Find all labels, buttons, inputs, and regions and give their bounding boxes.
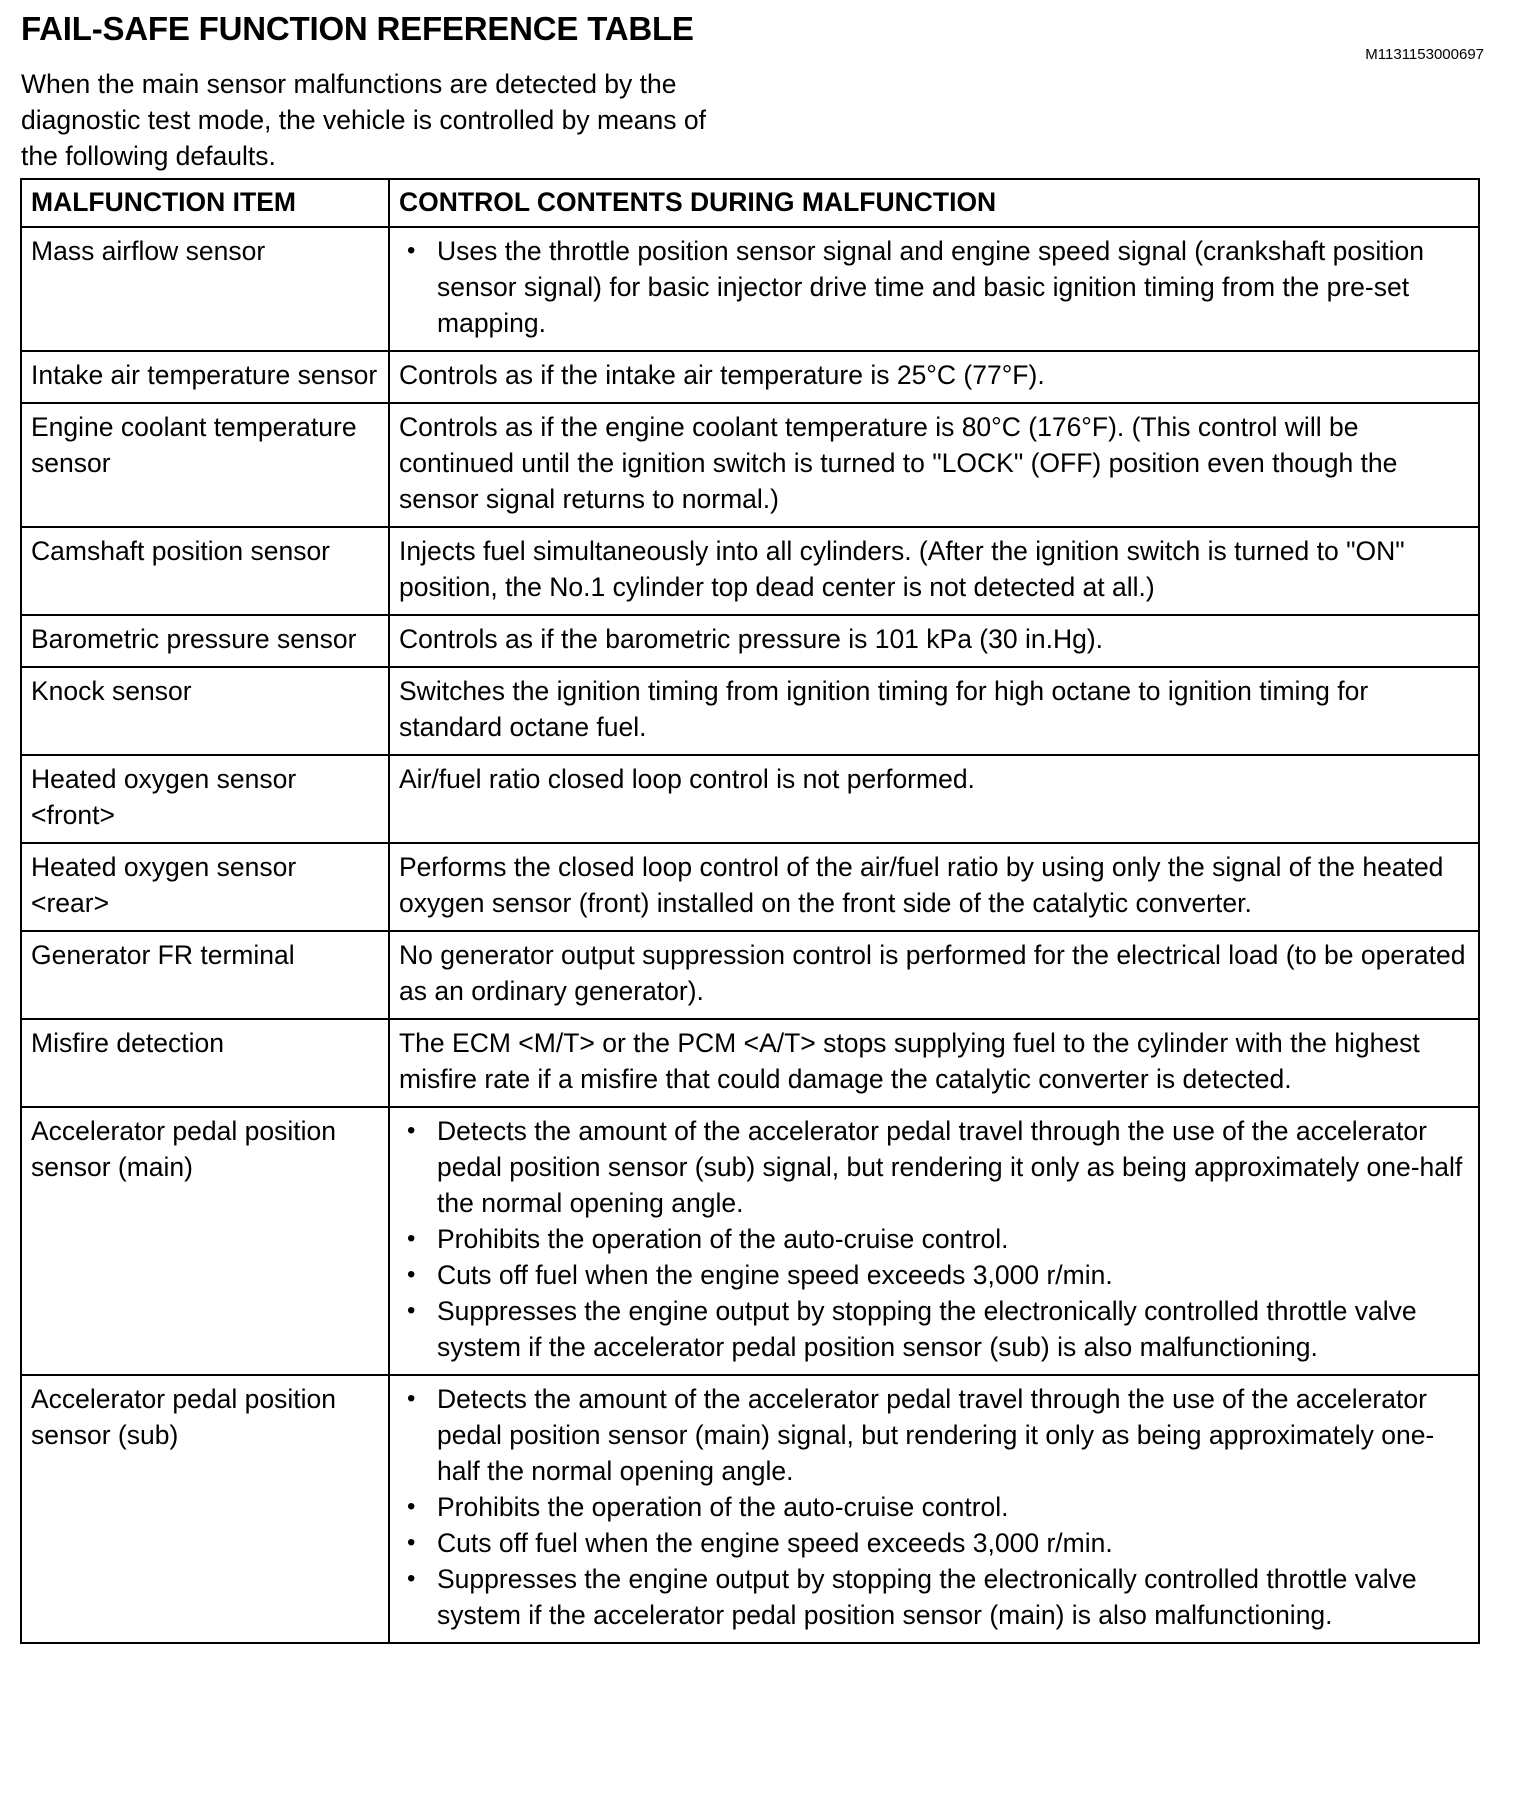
table-row xyxy=(21,1019,1479,1107)
page-title: FAIL-SAFE FUNCTION REFERENCE TABLE xyxy=(21,10,694,47)
control-contents-cell: Controls as if the barometric pressure is 101 kPa (30 in.Hg). xyxy=(389,615,1479,667)
control-contents-cell: Controls as if the engine coolant temperature is 80°C (176°F). (This control will be continued until the ignition switch is turned to "LOCK" (OFF) position even though the sensor signal returns to normal.) xyxy=(389,403,1479,527)
bullet-item: • Detects the amount of the accelerator pedal travel through the use of the accelerator pedal position sensor (sub) signal, but rendering it only as being approximately one-half the normal opening angle. xyxy=(437,1113,1469,1221)
document-id: M1131153000697 xyxy=(1365,46,1484,63)
malfunction-item-cell: Generator FR terminal xyxy=(21,931,389,1019)
malfunction-item-cell: Heated oxygen sensor <front> xyxy=(21,755,389,843)
table-row xyxy=(21,227,1479,351)
bullet-item: • Suppresses the engine output by stopping the electronically controlled throttle valve system if the accelerator pedal position sensor (main) is also malfunctioning. xyxy=(437,1561,1469,1633)
table-row xyxy=(21,351,1479,403)
bullet-item: • Cuts off fuel when the engine speed exceeds 3,000 r/min. xyxy=(437,1525,1469,1561)
bullet-item: • Prohibits the operation of the auto-cruise control. xyxy=(437,1221,1469,1257)
bullet-list xyxy=(399,233,1469,341)
fail-safe-table xyxy=(20,178,1480,1644)
bullet-item: • Prohibits the operation of the auto-cruise control. xyxy=(437,1489,1469,1525)
malfunction-item-cell: Knock sensor xyxy=(21,667,389,755)
table-row xyxy=(21,615,1479,667)
table-row xyxy=(21,931,1479,1019)
malfunction-item-cell: Intake air temperature sensor xyxy=(21,351,389,403)
malfunction-item-cell: Engine coolant temperature sensor xyxy=(21,403,389,527)
malfunction-item-cell: Camshaft position sensor xyxy=(21,527,389,615)
table-row xyxy=(21,1375,1479,1643)
table-row xyxy=(21,527,1479,615)
bullet-item: • Suppresses the engine output by stopping the electronically controlled throttle valve system if the accelerator pedal position sensor (sub) is also malfunctioning. xyxy=(437,1293,1469,1365)
control-contents-cell xyxy=(389,1375,1479,1643)
malfunction-item-cell: Accelerator pedal position sensor (main) xyxy=(21,1107,389,1375)
table-row xyxy=(21,755,1479,843)
table-header-row xyxy=(21,179,1479,227)
control-contents-cell: Air/fuel ratio closed loop control is not performed. xyxy=(389,755,1479,843)
intro-paragraph: When the main sensor malfunctions are detected by the diagnostic test mode, the vehicle is controlled by means of the following defaults. xyxy=(21,69,706,171)
control-contents-cell: Controls as if the intake air temperature is 25°C (77°F). xyxy=(389,351,1479,403)
table-row xyxy=(21,403,1479,527)
control-contents-cell xyxy=(389,1107,1479,1375)
malfunction-item-cell: Barometric pressure sensor xyxy=(21,615,389,667)
malfunction-item-cell: Heated oxygen sensor <rear> xyxy=(21,843,389,931)
table-row xyxy=(21,667,1479,755)
control-contents-cell xyxy=(389,227,1479,351)
bullet-item: • Uses the throttle position sensor signal and engine speed signal (crankshaft position sensor signal) for basic injector drive time and basic ignition timing from the pre-set mapping. xyxy=(437,233,1469,341)
bullet-list xyxy=(399,1381,1469,1633)
bullet-item: • Cuts off fuel when the engine speed exceeds 3,000 r/min. xyxy=(437,1257,1469,1293)
bullet-item: • Detects the amount of the accelerator pedal travel through the use of the accelerator pedal position sensor (main) signal, but rendering it only as being approximately one-half the normal opening angle. xyxy=(437,1381,1469,1489)
control-contents-cell: The ECM <M/T> or the PCM <A/T> stops supplying fuel to the cylinder with the highest misfire rate if a misfire that could damage the catalytic converter is detected. xyxy=(389,1019,1479,1107)
bullet-list xyxy=(399,1113,1469,1365)
header-control-contents: CONTROL CONTENTS DURING MALFUNCTION xyxy=(389,179,1479,227)
header-malfunction-item: MALFUNCTION ITEM xyxy=(21,179,389,227)
table-row xyxy=(21,843,1479,931)
table-body xyxy=(21,227,1479,1643)
malfunction-item-cell: Accelerator pedal position sensor (sub) xyxy=(21,1375,389,1643)
table-row xyxy=(21,1107,1479,1375)
control-contents-cell: Switches the ignition timing from ignition timing for high octane to ignition timing for standard octane fuel. xyxy=(389,667,1479,755)
control-contents-cell: Injects fuel simultaneously into all cylinders. (After the ignition switch is turned to "ON" position, the No.1 cylinder top dead center is not detected at all.) xyxy=(389,527,1479,615)
malfunction-item-cell: Misfire detection xyxy=(21,1019,389,1107)
malfunction-item-cell: Mass airflow sensor xyxy=(21,227,389,351)
control-contents-cell: No generator output suppression control is performed for the electrical load (to be operated as an ordinary generator). xyxy=(389,931,1479,1019)
control-contents-cell: Performs the closed loop control of the air/fuel ratio by using only the signal of the heated oxygen sensor (front) installed on the front side of the catalytic converter. xyxy=(389,843,1479,931)
